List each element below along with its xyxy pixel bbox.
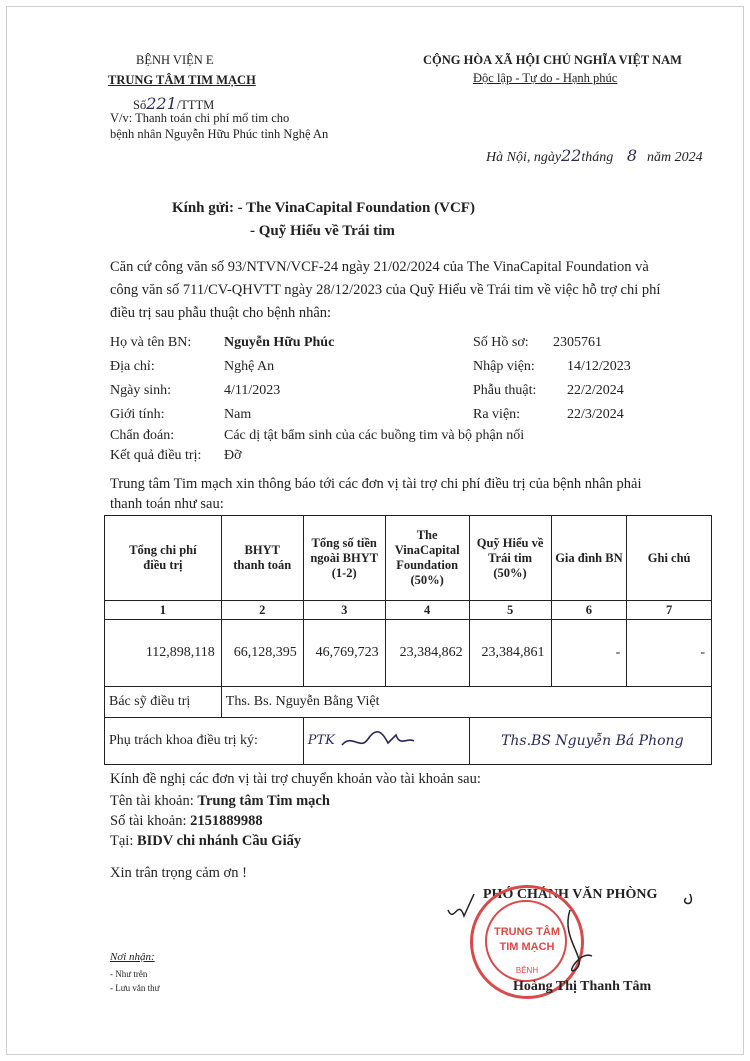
idx-cell: 2 bbox=[221, 601, 303, 620]
gender-label: Giới tính: bbox=[110, 407, 165, 422]
value-insurance: 66,128,395 bbox=[221, 620, 303, 687]
doctor-name: Ths. Bs. Nguyễn Bằng Việt bbox=[221, 687, 711, 718]
result-label: Kết quả điều trị: bbox=[110, 448, 202, 463]
header-note: Ghi chú bbox=[627, 516, 712, 601]
account-number-line bbox=[110, 813, 263, 830]
notice-line-2: thanh toán như sau: bbox=[110, 496, 224, 512]
name-label: Họ và tên BN: bbox=[110, 335, 192, 350]
doctor-label: Bác sỹ điều trị bbox=[105, 687, 222, 718]
head-name: Ths.BS Nguyễn Bá Phong bbox=[501, 732, 684, 749]
head-label: Phụ trách khoa điều trị ký: bbox=[105, 718, 304, 765]
value-heart-fund: 23,384,861 bbox=[469, 620, 551, 687]
head-row bbox=[105, 718, 712, 765]
patient-address: Nghệ An bbox=[224, 359, 275, 374]
header-out-of-insurance: Tổng số tiền ngoài BHYT (1-2) bbox=[303, 516, 385, 601]
patient-name: Nguyễn Hữu Phúc bbox=[224, 335, 335, 350]
account-name-label: Tên tài khoản: bbox=[110, 793, 194, 809]
admit-date: 14/12/2023 bbox=[567, 359, 631, 374]
surgery-date: 22/2/2024 bbox=[567, 383, 624, 398]
value-out-of-insurance: 46,769,723 bbox=[303, 620, 385, 687]
value-total-cost: 112,898,118 bbox=[105, 620, 222, 687]
value-note: - bbox=[627, 620, 712, 687]
surgery-label: Phẫu thuật: bbox=[473, 383, 537, 398]
date-prefix: Hà Nội, ngày bbox=[486, 150, 562, 165]
date-suffix: năm 2024 bbox=[647, 150, 703, 165]
idx-cell: 6 bbox=[551, 601, 627, 620]
value-vcf: 23,384,862 bbox=[385, 620, 469, 687]
address-label: Địa chỉ: bbox=[110, 359, 155, 374]
head-name-cell bbox=[469, 718, 711, 765]
thanks-line: Xin trân trọng cảm ơn ! bbox=[110, 865, 247, 881]
idx-cell: 4 bbox=[385, 601, 469, 620]
header-family: Gia đình BN bbox=[551, 516, 627, 601]
recipients-label: Nơi nhận: bbox=[110, 951, 155, 963]
doc-no-prefix: Số bbox=[133, 98, 147, 112]
intro-line-3: điều trị sau phẫu thuật cho bệnh nhân: bbox=[110, 305, 332, 321]
record-label: Số Hồ sơ: bbox=[473, 335, 529, 350]
account-name-line bbox=[110, 793, 330, 810]
recipient-item: - Như trên bbox=[110, 969, 148, 979]
patient-diagnosis: Các dị tật bẩm sinh của các buồng tim và bộ phận nối bbox=[224, 428, 525, 443]
notice-line-1: Trung tâm Tim mạch xin thông báo tới các đơn vị tài trợ chi phí điều trị của bệnh nhân phải bbox=[110, 476, 642, 492]
date-mid: tháng bbox=[581, 150, 614, 165]
signer-name: Hoàng Thị Thanh Tâm bbox=[513, 979, 652, 994]
recipient-line-2: - Quỹ Hiểu về Trái tim bbox=[250, 223, 395, 239]
idx-cell: 7 bbox=[627, 601, 712, 620]
date-day: 22 bbox=[561, 146, 582, 165]
header-heart-fund: Quỹ Hiểu về Trái tim (50%) bbox=[469, 516, 551, 601]
subject-line-1: V/v: Thanh toán chi phí mổ tim cho bbox=[110, 111, 290, 125]
idx-cell: 5 bbox=[469, 601, 551, 620]
record-number: 2305761 bbox=[553, 335, 602, 350]
patient-gender: Nam bbox=[224, 407, 252, 422]
recipient-item: - Lưu văn thư bbox=[110, 983, 160, 993]
account-name: Trung tâm Tim mạch bbox=[197, 793, 330, 809]
patient-result: Đỡ bbox=[224, 448, 242, 463]
center-name: TRUNG TÂM TIM MẠCH bbox=[108, 73, 256, 87]
discharge-label: Ra viện: bbox=[473, 407, 521, 422]
motto: Độc lập - Tự do - Hạnh phúc bbox=[473, 71, 618, 85]
table-index-row bbox=[105, 601, 712, 620]
date-line bbox=[486, 146, 703, 166]
header-insurance: BHYT thanh toán bbox=[221, 516, 303, 601]
intro-line-2: công văn số 711/CV-QHVTT ngày 28/12/2023 của Quỹ Hiểu về Trái tim về việc hỗ trợ chi phí bbox=[110, 282, 661, 298]
diagnosis-label: Chẩn đoán: bbox=[110, 428, 175, 443]
patient-dob: 4/11/2023 bbox=[224, 383, 281, 398]
header-vcf: The VinaCapital Foundation (50%) bbox=[385, 516, 469, 601]
recipient-line-1: Kính gửi: - The VinaCapital Foundation (VCF) bbox=[172, 200, 475, 216]
doc-no-handwritten: 221 bbox=[146, 94, 177, 113]
head-signature-cell bbox=[303, 718, 469, 765]
payment-table bbox=[104, 515, 712, 765]
doctor-row bbox=[105, 687, 712, 718]
account-number-label: Số tài khoản: bbox=[110, 813, 187, 829]
signer-title: PHÓ CHÁNH VĂN PHÒNG bbox=[483, 887, 658, 902]
idx-cell: 1 bbox=[105, 601, 222, 620]
head-signature-mark bbox=[338, 727, 418, 755]
intro-line-1: Căn cứ công văn số 93/NTVN/VCF-24 ngày 21/02/2024 của The VinaCapital Foundation và bbox=[110, 259, 649, 275]
header-total-cost: Tổng chi phí điều trị bbox=[105, 516, 222, 601]
table-header-row bbox=[105, 516, 712, 601]
dob-label: Ngày sinh: bbox=[110, 383, 172, 398]
subject-line-2: bệnh nhân Nguyễn Hữu Phúc tỉnh Nghệ An bbox=[110, 127, 329, 141]
bank-label: Tại: bbox=[110, 833, 134, 849]
hospital-name: BỆNH VIỆN E bbox=[136, 53, 214, 67]
nation-title: CỘNG HÒA XÃ HỘI CHỦ NGHĨA VIỆT NAM bbox=[423, 53, 682, 67]
bank-line bbox=[110, 833, 301, 850]
date-month: 8 bbox=[626, 146, 637, 165]
table-value-row bbox=[105, 620, 712, 687]
signature-scribble bbox=[440, 890, 700, 980]
transfer-request: Kính đề nghị các đơn vị tài trợ chuyển khoản vào tài khoản sau: bbox=[110, 771, 481, 787]
admit-label: Nhập viện: bbox=[473, 359, 535, 374]
idx-cell: 3 bbox=[303, 601, 385, 620]
doc-no-suffix: /TTTM bbox=[176, 98, 215, 112]
red-stamp: TRUNG TÂM TIM MẠCH BỆNH bbox=[470, 885, 584, 999]
discharge-date: 22/3/2024 bbox=[567, 407, 624, 422]
value-family: - bbox=[551, 620, 627, 687]
head-signature-initials: PTK bbox=[307, 733, 335, 749]
account-number: 2151889988 bbox=[190, 813, 263, 829]
bank-name: BIDV chi nhánh Cầu Giấy bbox=[136, 833, 302, 849]
